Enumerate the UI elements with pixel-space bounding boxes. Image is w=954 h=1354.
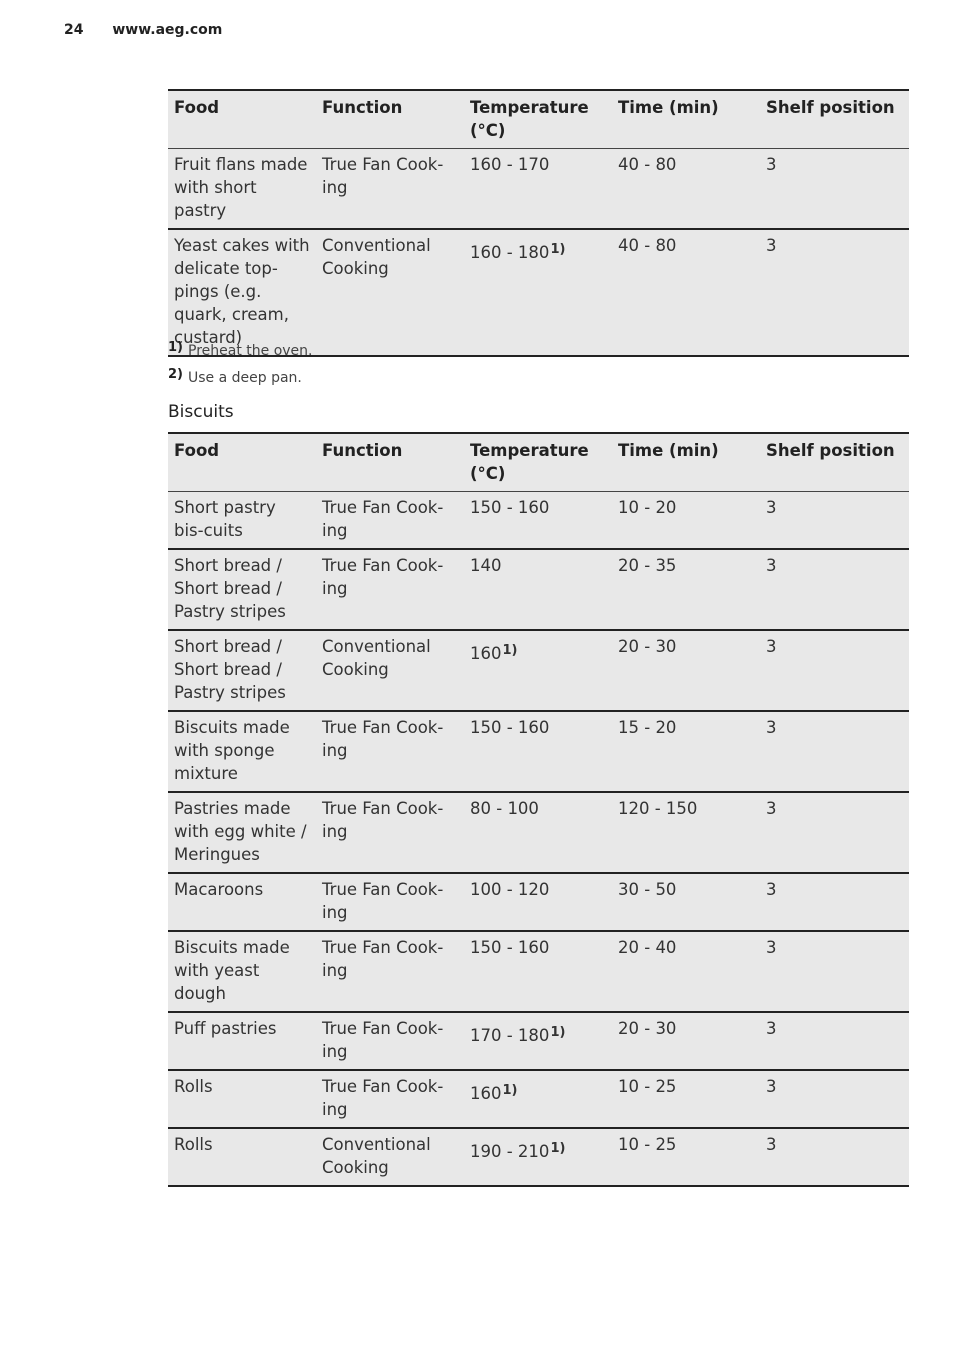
- cell-food: Pastries made with egg white / Meringues: [168, 792, 316, 873]
- footnote-ref: 1): [550, 1025, 566, 1040]
- table-header-row: [168, 433, 909, 492]
- table-row: [168, 549, 909, 630]
- cell-time: 20 - 40: [612, 931, 760, 1012]
- cell-function: True Fan Cook-ing: [316, 711, 464, 792]
- temperature-value: 160: [470, 1084, 502, 1103]
- cell-function: True Fan Cook-ing: [316, 1012, 464, 1070]
- cell-temperature: [464, 1128, 612, 1186]
- table-row: [168, 1012, 909, 1070]
- cell-shelf: 3: [760, 549, 909, 630]
- cell-function: True Fan Cook-ing: [316, 792, 464, 873]
- cell-shelf: 3: [760, 149, 909, 230]
- col-temperature: Temperature (°C): [464, 90, 612, 149]
- table-row: [168, 792, 909, 873]
- table-row: [168, 931, 909, 1012]
- cell-food: Puff pastries: [168, 1012, 316, 1070]
- cell-time: 20 - 30: [612, 630, 760, 711]
- footnote-ref: 1): [550, 242, 566, 257]
- cell-time: 15 - 20: [612, 711, 760, 792]
- temperature-value: 150 - 160: [470, 498, 550, 517]
- col-function: Function: [316, 90, 464, 149]
- cell-food: Fruit flans made with short pastry: [168, 149, 316, 230]
- cell-food: Biscuits made with sponge mixture: [168, 711, 316, 792]
- temperature-value: 80 - 100: [470, 799, 539, 818]
- cell-time: 30 - 50: [612, 873, 760, 931]
- biscuits-table: [168, 432, 909, 1187]
- page-header: [64, 22, 222, 38]
- cell-time: 10 - 20: [612, 492, 760, 550]
- table-row: [168, 229, 909, 356]
- cell-function: True Fan Cook-ing: [316, 149, 464, 230]
- cell-shelf: 3: [760, 630, 909, 711]
- cell-function: True Fan Cook-ing: [316, 1070, 464, 1128]
- temperature-value: 160: [470, 644, 502, 663]
- col-food: Food: [168, 90, 316, 149]
- temperature-value: 170 - 180: [470, 1026, 550, 1045]
- cell-food: Short bread / Short bread / Pastry stripes: [168, 630, 316, 711]
- cell-function: True Fan Cook-ing: [316, 931, 464, 1012]
- table-row: [168, 149, 909, 230]
- cell-temperature: [464, 792, 612, 873]
- cell-shelf: 3: [760, 229, 909, 356]
- cell-shelf: 3: [760, 1012, 909, 1070]
- col-temperature: Temperature (°C): [464, 433, 612, 492]
- cell-shelf: 3: [760, 1128, 909, 1186]
- col-time: Time (min): [612, 433, 760, 492]
- temperature-value: 160 - 170: [470, 155, 550, 174]
- cell-food: Short bread / Short bread / Pastry stripes: [168, 549, 316, 630]
- cell-time: 10 - 25: [612, 1128, 760, 1186]
- cell-time: 20 - 30: [612, 1012, 760, 1070]
- footnote-ref: 1): [502, 643, 518, 658]
- table-row: [168, 1070, 909, 1128]
- col-shelf: Shelf position: [760, 90, 909, 149]
- footnote-mark: 2): [168, 367, 183, 382]
- cell-temperature: [464, 229, 612, 356]
- footnote-ref: 1): [550, 1141, 566, 1156]
- cell-shelf: 3: [760, 711, 909, 792]
- cell-food: Short pastry bis-cuits: [168, 492, 316, 550]
- cell-temperature: [464, 549, 612, 630]
- footnote-ref: 1): [502, 1083, 518, 1098]
- cell-food: Macaroons: [168, 873, 316, 931]
- temperature-value: 100 - 120: [470, 880, 550, 899]
- col-function: Function: [316, 433, 464, 492]
- cell-temperature: [464, 1012, 612, 1070]
- cell-food: Biscuits made with yeast dough: [168, 931, 316, 1012]
- cell-temperature: [464, 149, 612, 230]
- cell-temperature: [464, 492, 612, 550]
- table-row: [168, 711, 909, 792]
- footnote-text: Preheat the oven.: [188, 343, 313, 359]
- footnotes: [168, 340, 312, 394]
- cell-temperature: [464, 931, 612, 1012]
- footnote-mark: 1): [168, 340, 183, 355]
- cell-shelf: 3: [760, 792, 909, 873]
- cell-function: Conventional Cooking: [316, 229, 464, 356]
- cell-shelf: 3: [760, 873, 909, 931]
- page-number: 24: [64, 22, 84, 38]
- cell-temperature: [464, 630, 612, 711]
- cell-time: 40 - 80: [612, 229, 760, 356]
- site-url: www.aeg.com: [112, 22, 223, 38]
- table-row: [168, 492, 909, 550]
- col-shelf: Shelf position: [760, 433, 909, 492]
- table-row: [168, 630, 909, 711]
- cell-function: True Fan Cook-ing: [316, 492, 464, 550]
- cell-food: Yeast cakes with delicate top-pings (e.g. quark, cream, custard): [168, 229, 316, 356]
- cell-temperature: [464, 873, 612, 931]
- col-food: Food: [168, 433, 316, 492]
- cell-food: Rolls: [168, 1128, 316, 1186]
- cell-temperature: [464, 711, 612, 792]
- footnote-text: Use a deep pan.: [188, 370, 302, 386]
- cell-temperature: [464, 1070, 612, 1128]
- temperature-value: 150 - 160: [470, 718, 550, 737]
- cake-table: [168, 89, 909, 357]
- cell-function: True Fan Cook-ing: [316, 549, 464, 630]
- cell-time: 10 - 25: [612, 1070, 760, 1128]
- temperature-value: 160 - 180: [470, 243, 550, 262]
- footnote-2: [168, 367, 312, 394]
- cell-shelf: 3: [760, 1070, 909, 1128]
- cell-function: Conventional Cooking: [316, 630, 464, 711]
- col-time: Time (min): [612, 90, 760, 149]
- table-row: [168, 1128, 909, 1186]
- temperature-value: 190 - 210: [470, 1142, 550, 1161]
- cell-food: Rolls: [168, 1070, 316, 1128]
- footnote-1: [168, 340, 312, 367]
- cell-time: 120 - 150: [612, 792, 760, 873]
- section-title: Biscuits: [168, 402, 234, 422]
- cell-function: Conventional Cooking: [316, 1128, 464, 1186]
- temperature-value: 150 - 160: [470, 938, 550, 957]
- temperature-value: 140: [470, 556, 502, 575]
- cell-shelf: 3: [760, 492, 909, 550]
- table-header-row: [168, 90, 909, 149]
- cell-shelf: 3: [760, 931, 909, 1012]
- cell-time: 40 - 80: [612, 149, 760, 230]
- cell-function: True Fan Cook-ing: [316, 873, 464, 931]
- table-row: [168, 873, 909, 931]
- cell-time: 20 - 35: [612, 549, 760, 630]
